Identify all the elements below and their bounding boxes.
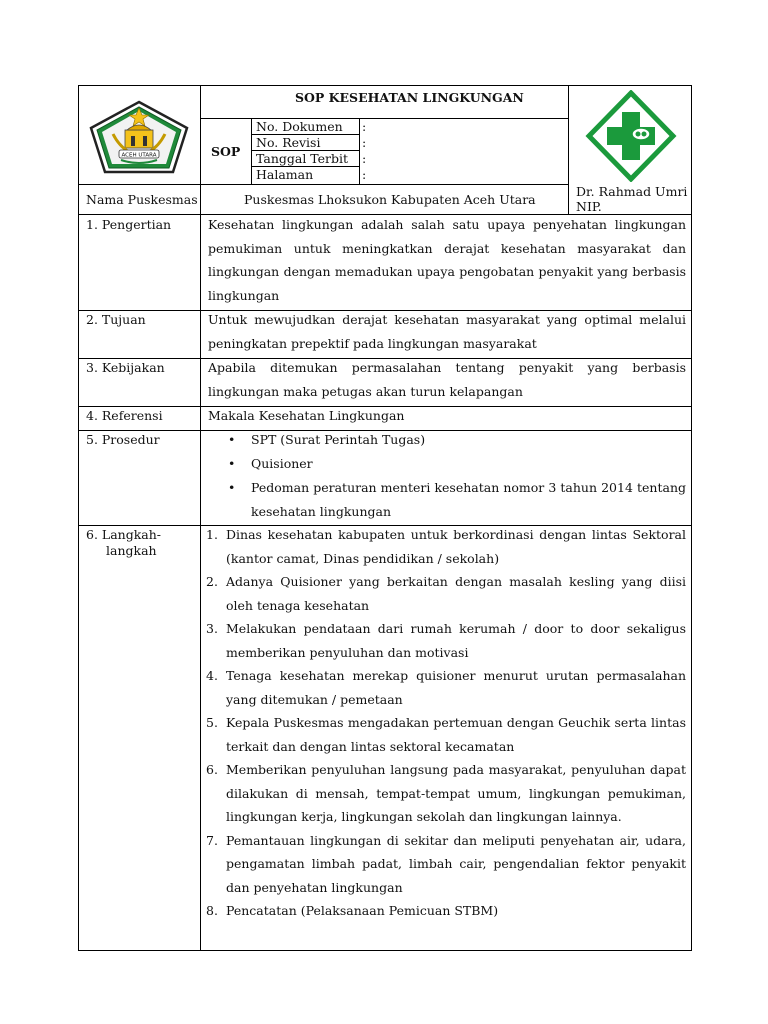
document-title: SOP KESEHATAN LINGKUNGAN [295, 90, 524, 105]
bullet-icon: • [228, 432, 236, 447]
langkah-list [206, 523, 686, 923]
section-text-pengertian: Kesehatan lingkungan adalah salah satu upaya penyehatan lingkungan pemukiman untuk meningkatkan derajat kesehatan masyarakat dan lingkungan dengan memadukan upaya pengobatan penyakit yang berbasis lingkungan [208, 217, 686, 303]
section-text-tujuan: Untuk mewujudkan derajat kesehatan masyarakat yang optimal melalui peningkatan prepektif pada lingkungan masyarakat [208, 312, 686, 351]
sop-label: SOP [211, 144, 241, 159]
list-item: 6. Memberikan penyuluhan langsung pada masyarakat, penyuluhan dapat dilakukan di mensah, tempat-tempat umum, lingkungan pemukiman, lingkungan kerja, lingkungan sekolah dan lingkungan lainnya. [206, 762, 686, 824]
nama-puskesmas-label: Nama Puskesmas [86, 192, 198, 207]
list-item: 4. Tenaga kesehatan merekap quisioner menurut urutan permasalahan yang ditemukan / pemetaan [206, 668, 686, 707]
list-item: • SPT (Surat Perintah Tugas) [201, 428, 686, 452]
aceh-utara-emblem [89, 100, 189, 176]
svg-text:ACEH UTARA: ACEH UTARA [121, 152, 157, 159]
section-label-kebijakan: 3. Kebijakan [86, 360, 165, 375]
list-item: • Quisioner [201, 452, 686, 476]
prosedur-list [201, 428, 686, 524]
signer-nip: NIP. [576, 199, 602, 214]
section-label-prosedur: 5. Prosedur [86, 432, 160, 447]
list-item: 5. Kepala Puskesmas mengadakan pertemuan dengan Geuchik serta lintas terkait dan dengan lintas sektoral kecamatan [206, 715, 686, 754]
bullet-icon: • [228, 456, 236, 471]
section-text-referensi: Makala Kesehatan Lingkungan [208, 408, 405, 423]
list-item: 3. Melakukan pendataan dari rumah kerumah / door to door sekaligus memberikan penyuluhan dan motivasi [206, 621, 686, 660]
divider [79, 184, 568, 185]
list-item: 8. Pencatatan (Pelaksanaan Pemicuan STBM) [206, 903, 499, 918]
list-item: 1. Dinas kesehatan kabupaten untuk berkordinasi dengan lintas Sektoral (kantor camat, Dinas pendidikan / sekolah) [206, 527, 686, 566]
list-item: 2. Adanya Quisioner yang berkaitan dengan masalah kesling yang diisi oleh tenaga kesehatan [206, 574, 686, 613]
divider [251, 118, 252, 184]
bullet-icon: • [228, 480, 236, 495]
list-item: 7. Pemantauan lingkungan di sekitar dan meliputi penyehatan air, udara, pengamatan limbah padat, limbah cair, pengendalian fektor penyakit dan penyehatan lingkungan [206, 832, 686, 895]
meta-value-tanggal-terbit: : [362, 151, 367, 166]
list-item: • Pedoman peraturan menteri kesehatan nomor 3 tahun 2014 tentang kesehatan lingkungan [201, 476, 686, 524]
section-label-pengertian: 1. Pengertian [86, 217, 172, 232]
meta-value-no-dokumen: : [362, 119, 367, 134]
divider [359, 118, 360, 184]
meta-label-no-dokumen: No. Dokumen [256, 119, 343, 134]
divider [200, 86, 201, 184]
meta-value-no-revisi: : [362, 135, 367, 150]
meta-label-no-revisi: No. Revisi [256, 135, 321, 150]
section-label-referensi: 4. Referensi [86, 408, 163, 423]
section-label-langkah: 6. Langkah- langkah [86, 527, 162, 558]
meta-label-tanggal-terbit: Tanggal Terbit [256, 151, 349, 166]
section-text-kebijakan: Apabila ditemukan permasalahan tentang penyakit yang berbasis lingkungan maka petugas akan turun kelapangan [208, 360, 686, 399]
divider [568, 86, 569, 214]
meta-value-halaman: : [362, 167, 367, 182]
divider [200, 184, 201, 950]
nama-puskesmas-value: Puskesmas Lhoksukon Kabupaten Aceh Utara [244, 192, 536, 207]
signer-name: Dr. Rahmad Umri [576, 184, 688, 199]
sop-document [78, 85, 692, 951]
puskesmas-logo [585, 90, 677, 182]
section-label-tujuan: 2. Tujuan [86, 312, 146, 327]
meta-label-halaman: Halaman [256, 167, 314, 182]
